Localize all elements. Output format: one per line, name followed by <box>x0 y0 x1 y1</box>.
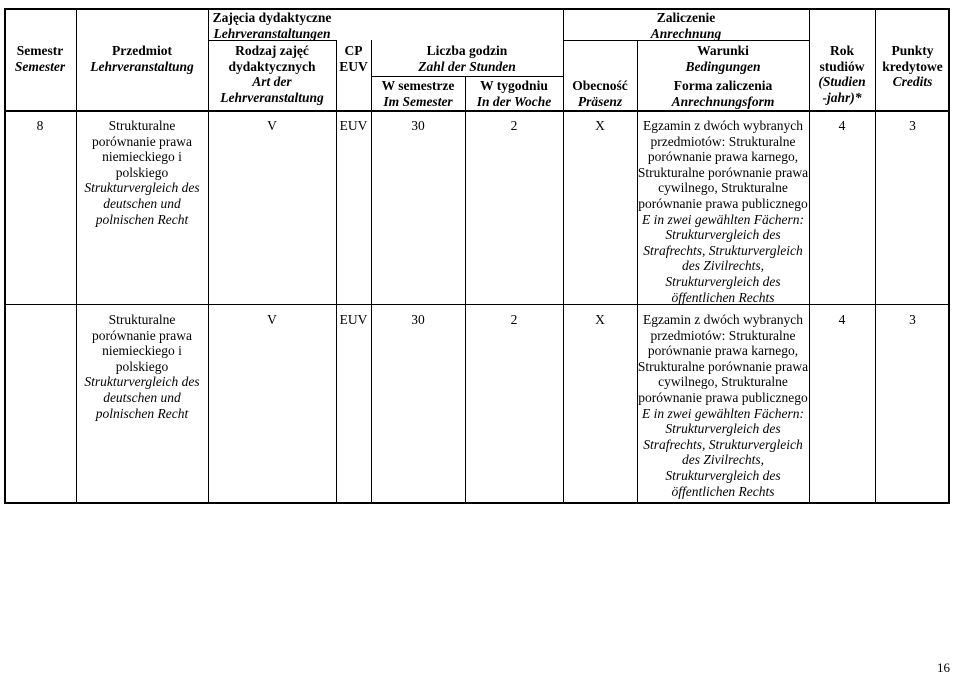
row1-credits: 3 <box>909 118 916 133</box>
row1-semester: 8 <box>36 118 44 133</box>
row1-subject: Strukturalne porównanie prawa niemieckiego i polskiego Strukturvergleich des deutschen und polnischen Recht <box>84 118 200 227</box>
header-rodzaj: Rodzaj zajęć dydaktycznych Art der Lehrveranstaltung <box>220 43 324 105</box>
header-punkty: Punkty kredytowe Credits <box>882 43 943 90</box>
row2-form: Egzamin z dwóch wybranych przedmiotów: Strukturalne porównanie prawa karnego, Strukturalne porównanie prawa cywilnego, Strukturalne porównanie prawa publicznego E in zwei gewählten Fächern: Strukturvergleich des Strafrechts, Strukturvergleich des Zivilrechts, Strukturvergleich des öffentlichen Rechts <box>637 312 809 499</box>
col-divider-1 <box>76 8 77 504</box>
col-divider-5 <box>465 76 466 504</box>
header-group-zajecia: Zajęcia dydaktyczne Lehrveranstaltungen <box>212 10 332 41</box>
row2-cp: EUV <box>339 312 368 327</box>
row1-hours-week: 2 <box>510 118 518 133</box>
col-divider-3 <box>336 40 337 504</box>
header-obecnosc: Obecność Präsenz <box>572 78 628 109</box>
row1-type: V <box>267 118 277 133</box>
header-liczba-godzin: Liczba godzin Zahl der Stunden <box>418 43 516 74</box>
row1-hours-semester: 30 <box>411 118 425 133</box>
header-w-tygodniu: W tygodniu In der Woche <box>476 78 552 109</box>
row2-presence: X <box>595 312 605 327</box>
header-w-semestrze: W semestrze Im Semester <box>381 78 455 109</box>
row1-form: Egzamin z dwóch wybranych przedmiotów: Strukturalne porównanie prawa karnego, Strukturalne porównanie prawa cywilnego, Strukturalne porównanie prawa publicznego E in zwei gewählten Fächern: Strukturvergleich des Strafrechts, Strukturvergleich des Zivilrechts, Strukturvergleich des öffentlichen Rechts <box>637 118 809 305</box>
row2-type: V <box>267 312 277 327</box>
header-warunki: Warunki Bedingungen <box>685 43 761 74</box>
row1-cp: EUV <box>339 118 368 133</box>
row1-presence: X <box>595 118 605 133</box>
header-group-zaliczenie: Zaliczenie Anrechnung <box>650 10 722 41</box>
header-rok: Rok studiów (Studien -jahr)* <box>818 43 866 105</box>
row2-year: 4 <box>838 312 846 327</box>
header-przedmiot: Przedmiot Lehrveranstaltung <box>90 43 194 74</box>
row2-hours-week: 2 <box>510 312 518 327</box>
row1-year: 4 <box>838 118 846 133</box>
row2-credits: 3 <box>909 312 916 327</box>
col-divider-4 <box>371 40 372 504</box>
row2-hours-semester: 30 <box>411 312 425 327</box>
row2-subject: Strukturalne porównanie prawa niemieckiego i polskiego Strukturvergleich des deutschen und polnischen Recht <box>84 312 200 421</box>
page-number: 16 <box>937 660 950 675</box>
header-semestr: Semestr Semester <box>14 43 66 74</box>
header-forma: Forma zaliczenia Anrechnungsform <box>671 78 775 109</box>
header-cp: CP EUV <box>339 43 368 74</box>
header-divider-hours <box>371 76 563 77</box>
